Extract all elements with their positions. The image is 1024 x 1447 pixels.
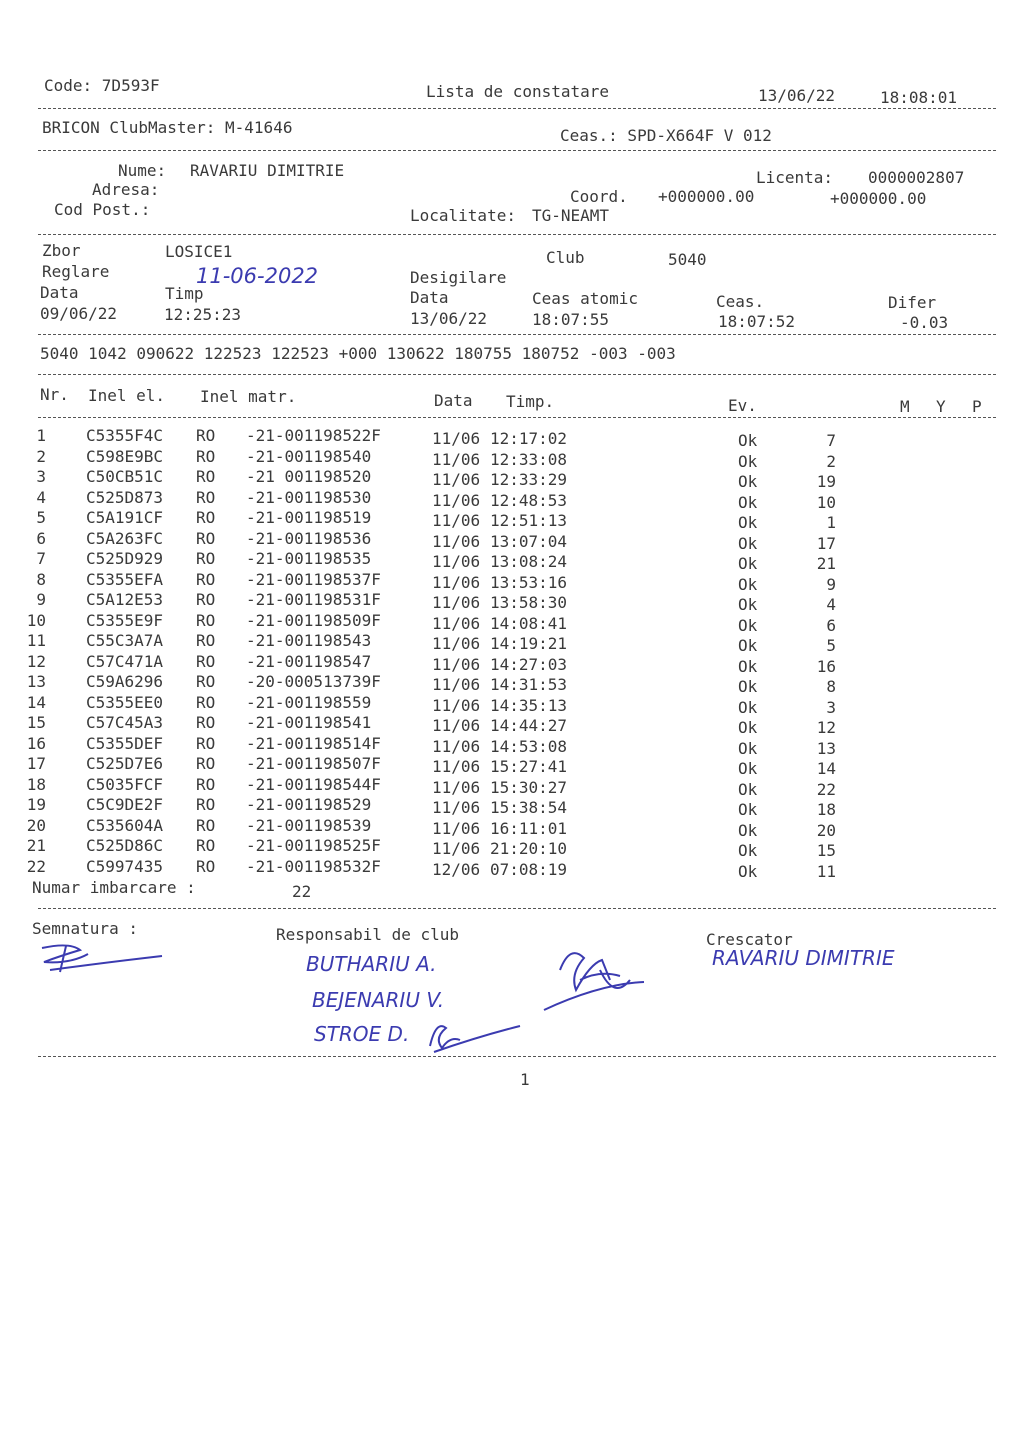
divider: [38, 334, 996, 335]
cell-no: 20: [816, 820, 836, 840]
cell-inel-matr: -21 001198520: [246, 467, 372, 486]
cell-nr: 15: [26, 713, 46, 732]
cell-inel-matr: -21-001198541: [246, 713, 372, 732]
divider: [38, 908, 996, 909]
flight-name: LOSICE1: [165, 242, 233, 261]
cell-no: 6: [826, 615, 836, 635]
cell-nr: 12: [26, 651, 46, 671]
cell-country: RO: [196, 815, 216, 835]
club-label: Club: [546, 248, 585, 267]
cell-inel-el: C5355F4C: [86, 426, 164, 445]
cell-time: 15:38:54: [490, 798, 568, 817]
cell-inel-matr: -21-001198522F: [246, 426, 381, 445]
table-row: [0, 592, 1024, 612]
cell-time: 07:08:19: [490, 859, 568, 879]
cell-no: 14: [816, 759, 836, 778]
cell-date: 12/06: [432, 859, 481, 879]
cell-inel-el: C5355EFA: [86, 569, 164, 589]
cell-ev: Ok: [738, 513, 758, 532]
system-id: BRICON ClubMaster: M-41646: [42, 118, 293, 137]
cell-nr: 13: [26, 672, 46, 691]
cell-nr: 10: [26, 610, 46, 630]
column-timp: Timp.: [506, 392, 555, 411]
cell-ev: Ok: [738, 697, 758, 717]
cell-no: 22: [816, 779, 836, 799]
cell-inel-matr: -21-001198537F: [246, 569, 381, 589]
cell-ev: Ok: [738, 656, 758, 676]
atomic-clock-label: Ceas atomic: [532, 289, 638, 308]
cell-date: 11/06: [432, 449, 481, 469]
cell-ev: Ok: [738, 615, 758, 635]
table-row: [0, 651, 1024, 676]
table-row: [0, 715, 1024, 735]
cell-nr: 2: [36, 446, 46, 466]
set-date: 09/06/22: [40, 304, 118, 323]
cell-inel-matr: -21-001198525F: [246, 836, 381, 855]
cell-time: 12:33:08: [490, 449, 568, 469]
cell-date: 11/06: [432, 429, 481, 448]
document-title: Lista de constatare: [426, 82, 610, 101]
cell-inel-matr: -21-001198509F: [246, 610, 381, 630]
table-row: [0, 551, 1024, 571]
cell-date: 11/06: [432, 736, 481, 756]
cell-no: 12: [816, 718, 836, 737]
cell-ev: Ok: [738, 431, 758, 450]
cell-no: 21: [816, 554, 836, 573]
cell-country: RO: [196, 569, 216, 589]
cell-nr: 22: [26, 856, 46, 876]
cell-time: 13:08:24: [490, 552, 568, 571]
cell-inel-el: C525D873: [86, 487, 164, 507]
cell-inel-el: C535604A: [86, 815, 164, 835]
postcode-label: Cod Post.:: [54, 200, 151, 219]
cell-inel-el: C5A191CF: [86, 508, 164, 527]
cell-time: 12:33:29: [490, 470, 568, 489]
cell-inel-matr: -21-001198536: [246, 528, 372, 548]
cell-country: RO: [196, 733, 216, 753]
cell-date: 11/06: [432, 552, 481, 571]
table-row: [0, 469, 1024, 489]
cell-date: 11/06: [432, 634, 481, 653]
cell-inel-matr: -21-001198539: [246, 815, 372, 835]
table-row: [0, 838, 1024, 858]
cell-time: 16:11:01: [490, 818, 568, 838]
cell-country: RO: [196, 528, 216, 548]
cell-no: 11: [816, 861, 836, 881]
cell-country: RO: [196, 426, 216, 445]
cell-ev: Ok: [738, 738, 758, 758]
table-row: [0, 856, 1024, 881]
cell-date: 11/06: [432, 572, 481, 592]
name-label: Nume:: [118, 161, 167, 180]
divider: [38, 417, 996, 418]
cell-ev: Ok: [738, 533, 758, 553]
coord-label: Coord.: [570, 187, 628, 206]
cell-time: 13:58:30: [490, 593, 568, 612]
cell-country: RO: [196, 754, 216, 773]
cell-inel-el: C5355E9F: [86, 610, 164, 630]
cell-inel-matr: -21-001198543: [246, 631, 372, 650]
stroe-signature-scribble: [420, 1016, 530, 1056]
total-count: 22: [292, 882, 312, 901]
cell-country: RO: [196, 590, 216, 609]
club-responsible-label: Responsabil de club: [276, 925, 460, 944]
cell-country: RO: [196, 692, 216, 712]
cell-inel-el: C5035FCF: [86, 774, 164, 794]
cell-date: 11/06: [432, 695, 481, 715]
cell-country: RO: [196, 856, 216, 876]
set-time: 12:25:23: [164, 305, 242, 324]
cell-nr: 7: [36, 549, 46, 568]
cell-date: 11/06: [432, 654, 481, 674]
cell-ev: Ok: [738, 451, 758, 471]
cell-time: 14:08:41: [490, 613, 568, 633]
cell-nr: 6: [36, 528, 46, 548]
coord-latitude: +000000.00: [658, 187, 755, 206]
cell-time: 14:44:27: [490, 716, 568, 735]
cell-time: 13:07:04: [490, 531, 568, 551]
cell-inel-el: C5997435: [86, 856, 164, 876]
club-member-name: STROE D.: [314, 1022, 410, 1046]
cell-ev: Ok: [738, 554, 758, 573]
cell-time: 14:35:13: [490, 695, 568, 715]
cell-ev: Ok: [738, 779, 758, 799]
cell-inel-el: C5C9DE2F: [86, 795, 164, 814]
cell-country: RO: [196, 795, 216, 814]
handwritten-date: 11-06-2022: [196, 264, 319, 288]
cell-no: 7: [826, 431, 836, 450]
club-signature-scribble: [540, 940, 650, 1020]
cell-nr: 5: [36, 508, 46, 527]
setting-label: Reglare: [42, 262, 110, 281]
cell-inel-el: C57C45A3: [86, 713, 164, 732]
cell-inel-matr: -21-001198535: [246, 549, 372, 568]
cell-date: 11/06: [432, 511, 481, 530]
cell-no: 18: [816, 800, 836, 819]
divider: [38, 150, 996, 151]
table-row: [0, 797, 1024, 817]
cell-country: RO: [196, 467, 216, 486]
cell-date: 11/06: [432, 716, 481, 735]
cell-no: 9: [826, 574, 836, 594]
cell-time: 14:31:53: [490, 675, 568, 694]
header-time: 18:08:01: [880, 88, 958, 107]
cell-inel-matr: -21-001198532F: [246, 856, 381, 876]
cell-nr: 3: [36, 467, 46, 486]
cell-ev: Ok: [738, 492, 758, 512]
cell-country: RO: [196, 836, 216, 855]
column-ev: Ev.: [728, 396, 757, 415]
cell-inel-el: C5A263FC: [86, 528, 164, 548]
cell-no: 3: [826, 697, 836, 717]
cell-nr: 1: [36, 426, 46, 445]
cell-ev: Ok: [738, 820, 758, 840]
cell-inel-el: C59A6296: [86, 672, 164, 691]
table-row: [0, 674, 1024, 694]
cell-no: 15: [816, 841, 836, 860]
table-row: [0, 569, 1024, 594]
cell-inel-el: C598E9BC: [86, 446, 164, 466]
cell-inel-matr: -21-001198559: [246, 692, 372, 712]
cell-country: RO: [196, 446, 216, 466]
cell-time: 13:53:16: [490, 572, 568, 592]
cell-date: 11/06: [432, 777, 481, 797]
cell-inel-matr: -21-001198540: [246, 446, 372, 466]
cell-inel-el: C5A12E53: [86, 590, 164, 609]
cell-ev: Ok: [738, 472, 758, 491]
clock-time: 18:07:52: [718, 312, 796, 331]
set-time-label: Timp: [165, 284, 204, 303]
cell-no: 17: [816, 533, 836, 553]
cell-nr: 14: [26, 692, 46, 712]
cell-inel-el: C525D86C: [86, 836, 164, 855]
cell-inel-matr: -21-001198544F: [246, 774, 381, 794]
licence-number: 0000002807: [868, 168, 965, 187]
table-row: [0, 756, 1024, 776]
cell-nr: 21: [26, 836, 46, 855]
total-label: Numar imbarcare :: [32, 878, 196, 897]
cell-no: 16: [816, 656, 836, 676]
cell-country: RO: [196, 774, 216, 794]
cell-country: RO: [196, 713, 216, 732]
breeder-name: RAVARIU DIMITRIE: [712, 946, 895, 970]
cell-time: 12:17:02: [490, 429, 568, 448]
cell-nr: 19: [26, 795, 46, 814]
cell-date: 11/06: [432, 593, 481, 612]
cell-ev: Ok: [738, 841, 758, 860]
cell-inel-matr: -20-000513739F: [246, 672, 381, 691]
locality-label: Localitate:: [410, 206, 516, 225]
cell-no: 1: [826, 513, 836, 532]
cell-date: 11/06: [432, 531, 481, 551]
unseal-label: Desigilare: [410, 268, 507, 287]
cell-date: 11/06: [432, 490, 481, 510]
table-row: [0, 633, 1024, 653]
column-p: P: [972, 397, 982, 416]
cell-no: 13: [816, 738, 836, 758]
breeder-label: Crescator: [706, 930, 793, 949]
divider: [38, 108, 996, 109]
difference-label: Difer: [888, 293, 937, 312]
cell-no: 2: [826, 451, 836, 471]
table-row: [0, 510, 1024, 530]
club-number: 5040: [668, 250, 707, 269]
cell-time: 14:27:03: [490, 654, 568, 674]
unseal-date-label: Data: [410, 288, 449, 307]
cell-ev: Ok: [738, 636, 758, 655]
table-row: [0, 528, 1024, 553]
cell-country: RO: [196, 610, 216, 630]
divider: [38, 374, 996, 375]
cell-nr: 4: [36, 487, 46, 507]
cell-date: 11/06: [432, 675, 481, 694]
cell-ev: Ok: [738, 759, 758, 778]
column-data: Data: [434, 391, 473, 410]
cell-ev: Ok: [738, 574, 758, 594]
cell-country: RO: [196, 631, 216, 650]
clock-id: Ceas.: SPD-X664F V 012: [560, 126, 772, 145]
owner-name: RAVARIU DIMITRIE: [190, 161, 345, 180]
cell-inel-matr: -21-001198547: [246, 651, 372, 671]
cell-ev: Ok: [738, 595, 758, 614]
cell-country: RO: [196, 508, 216, 527]
cell-inel-el: C525D7E6: [86, 754, 164, 773]
table-row: [0, 428, 1024, 448]
flight-label: Zbor: [42, 241, 81, 260]
club-member-name: BUTHARIU A.: [306, 952, 437, 976]
cell-nr: 11: [26, 631, 46, 650]
cell-time: 12:48:53: [490, 490, 568, 510]
cell-country: RO: [196, 487, 216, 507]
cell-inel-matr: -21-001198514F: [246, 733, 381, 753]
club-member-name: BEJENARIU V.: [312, 988, 445, 1012]
cell-inel-matr: -21-001198519: [246, 508, 372, 527]
cell-time: 14:53:08: [490, 736, 568, 756]
breeder-signature-scribble: [30, 940, 170, 980]
cell-no: 5: [826, 636, 836, 655]
cell-nr: 17: [26, 754, 46, 773]
cell-no: 8: [826, 677, 836, 696]
cell-no: 19: [816, 472, 836, 491]
cell-inel-el: C5355DEF: [86, 733, 164, 753]
column-inel-el: Inel el.: [88, 386, 166, 405]
column-m: M: [900, 397, 910, 416]
table-row: [0, 733, 1024, 758]
cell-inel-el: C57C471A: [86, 651, 164, 671]
clock-label: Ceas.: [716, 292, 765, 311]
cell-time: 21:20:10: [490, 839, 568, 858]
cell-inel-matr: -21-001198529: [246, 795, 372, 814]
cell-nr: 9: [36, 590, 46, 609]
locality: TG-NEAMT: [532, 206, 610, 225]
cell-date: 11/06: [432, 818, 481, 838]
page-number: 1: [520, 1070, 530, 1089]
table-row: [0, 487, 1024, 512]
cell-ev: Ok: [738, 861, 758, 881]
cell-date: 11/06: [432, 839, 481, 858]
cell-ev: Ok: [738, 677, 758, 696]
cell-inel-matr: -21-001198530: [246, 487, 372, 507]
licence-label: Licenta:: [756, 168, 834, 187]
clock-difference: -0.03: [900, 313, 949, 332]
cell-date: 11/06: [432, 757, 481, 776]
table-row: [0, 692, 1024, 717]
code-line: 5040 1042 090622 122523 122523 +000 130622 180755 180752 -003 -003: [40, 344, 676, 363]
code-label: Code: 7D593F: [44, 76, 160, 95]
cell-time: 14:19:21: [490, 634, 568, 653]
coord-longitude: +000000.00: [830, 189, 927, 208]
cell-inel-el: C525D929: [86, 549, 164, 568]
cell-date: 11/06: [432, 470, 481, 489]
cell-nr: 18: [26, 774, 46, 794]
cell-inel-matr: -21-001198531F: [246, 590, 381, 609]
cell-time: 15:27:41: [490, 757, 568, 776]
address-label: Adresa:: [92, 180, 160, 199]
table-row: [0, 446, 1024, 471]
cell-country: RO: [196, 549, 216, 568]
cell-nr: 8: [36, 569, 46, 589]
cell-date: 11/06: [432, 798, 481, 817]
cell-inel-el: C50CB51C: [86, 467, 164, 486]
divider: [38, 1056, 996, 1057]
cell-date: 11/06: [432, 613, 481, 633]
cell-inel-el: C5355EE0: [86, 692, 164, 712]
table-row: [0, 610, 1024, 635]
atomic-clock-time: 18:07:55: [532, 310, 610, 329]
cell-country: RO: [196, 651, 216, 671]
cell-ev: Ok: [738, 718, 758, 737]
table-row: [0, 815, 1024, 840]
table-row: [0, 774, 1024, 799]
header-date: 13/06/22: [758, 86, 836, 105]
column-inel-matr: Inel matr.: [200, 387, 297, 406]
cell-time: 12:51:13: [490, 511, 568, 530]
cell-no: 10: [816, 492, 836, 512]
unseal-date: 13/06/22: [410, 309, 488, 328]
signature-label: Semnatura :: [32, 919, 138, 938]
cell-nr: 16: [26, 733, 46, 753]
cell-time: 15:30:27: [490, 777, 568, 797]
cell-nr: 20: [26, 815, 46, 835]
cell-country: RO: [196, 672, 216, 691]
cell-ev: Ok: [738, 800, 758, 819]
column-y: Y: [936, 397, 946, 416]
divider: [38, 234, 996, 235]
column-nr: Nr.: [40, 385, 69, 404]
cell-no: 4: [826, 595, 836, 614]
cell-inel-el: C55C3A7A: [86, 631, 164, 650]
set-date-label: Data: [40, 283, 79, 302]
cell-inel-matr: -21-001198507F: [246, 754, 381, 773]
